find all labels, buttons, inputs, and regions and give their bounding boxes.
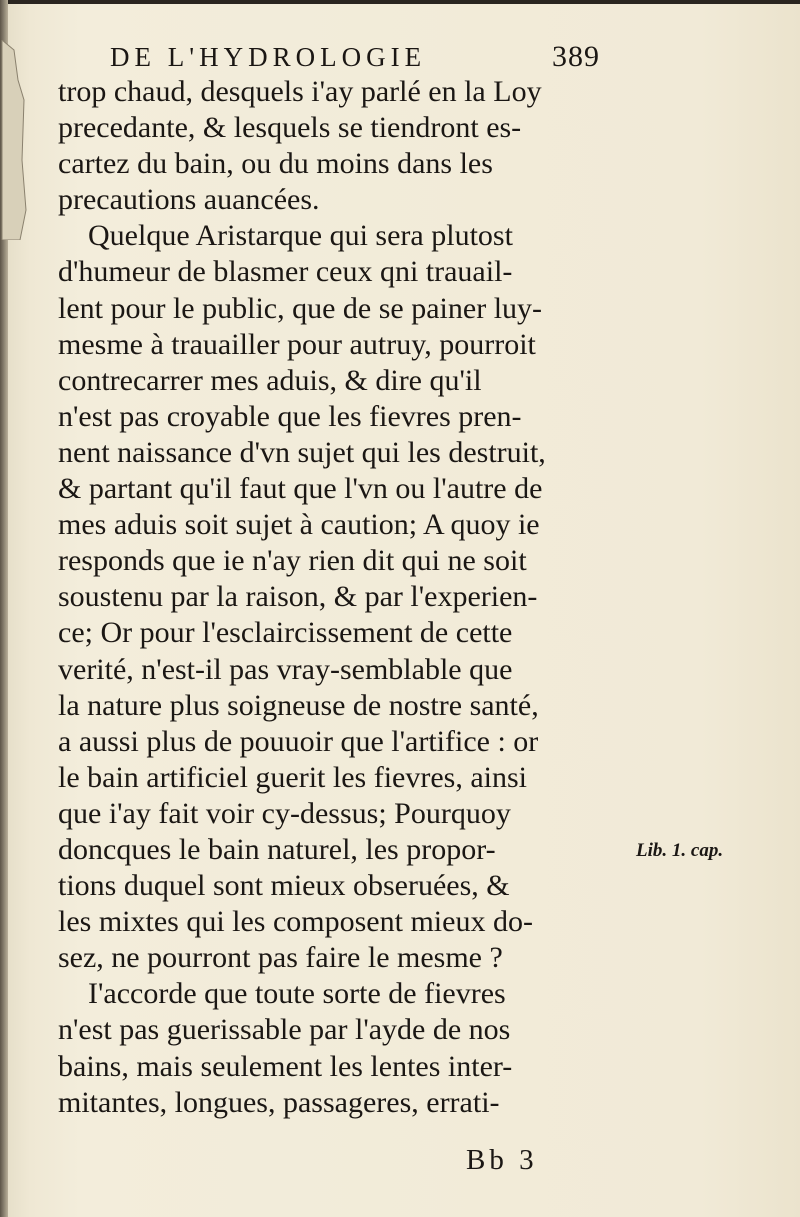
text-line: lent pour le public, que de se painer luy- — [58, 291, 543, 325]
text-line: sez, ne pourront pas faire le mesme ? — [58, 941, 503, 975]
text-line: a aussi plus de pouuoir que l'artifice : or — [58, 724, 539, 758]
text-line: la nature plus soigneuse de nostre santé, — [58, 688, 539, 722]
page-number: 389 — [552, 40, 600, 73]
margin-note: Lib. 1. cap. — [636, 840, 724, 861]
text-line: precautions auancées. — [58, 183, 320, 217]
text-line: bains, mais seulement les lentes inter- — [58, 1049, 513, 1083]
text-line: mes aduis soit sujet à caution; A quoy ie — [58, 508, 540, 542]
text-line: ce; Or pour l'esclaircissement de cette — [58, 616, 513, 650]
text-line: n'est pas guerissable par l'ayde de nos — [58, 1013, 511, 1047]
text-line: verité, n'est-il pas vray-semblable que — [58, 652, 513, 686]
body-text — [58, 74, 628, 1121]
text-line: mitantes, longues, passageres, errati- — [58, 1085, 500, 1119]
text-line: d'humeur de blasmer ceux qni trauail- — [58, 255, 513, 289]
signature-mark: Bb 3 — [466, 1144, 538, 1176]
text-line: I'accorde que toute sorte de fievres — [88, 977, 506, 1011]
text-line: doncques le bain naturel, les propor- — [58, 832, 496, 866]
text-line: cartez du bain, ou du moins dans les — [58, 147, 493, 181]
text-line: precedante, & lesquels se tiendront es- — [58, 111, 522, 145]
text-line: le bain artificiel guerit les fievres, ainsi — [58, 760, 527, 794]
text-line: les mixtes qui les composent mieux do- — [58, 905, 533, 939]
text-line: contrecarrer mes aduis, & dire qu'il — [58, 363, 482, 397]
page-top-edge — [0, 0, 800, 4]
text-line: n'est pas croyable que les fievres pren- — [58, 399, 522, 433]
text-line: mesme à trauailler pour autruy, pourroit — [58, 327, 536, 361]
text-line: trop chaud, desquels i'ay parlé en la Loy — [58, 75, 542, 108]
text-line: Quelque Aristarque qui sera plutost — [88, 219, 513, 253]
text-line: & partant qu'il faut que l'vn ou l'autre de — [58, 472, 543, 506]
text-line: soustenu par la raison, & par l'experien- — [58, 580, 538, 614]
text-line: responds que ie n'ay rien dit qui ne soit — [58, 544, 527, 578]
text-line: tions duquel sont mieux obseruées, & — [58, 869, 510, 903]
text-line: nent naissance d'vn sujet qui les destruit, — [58, 435, 546, 469]
torn-tab-mark — [0, 40, 44, 240]
text-line: que i'ay fait voir cy-dessus; Pourquoy — [58, 796, 511, 830]
running-title: DE L'HYDROLOGIE — [110, 42, 427, 72]
